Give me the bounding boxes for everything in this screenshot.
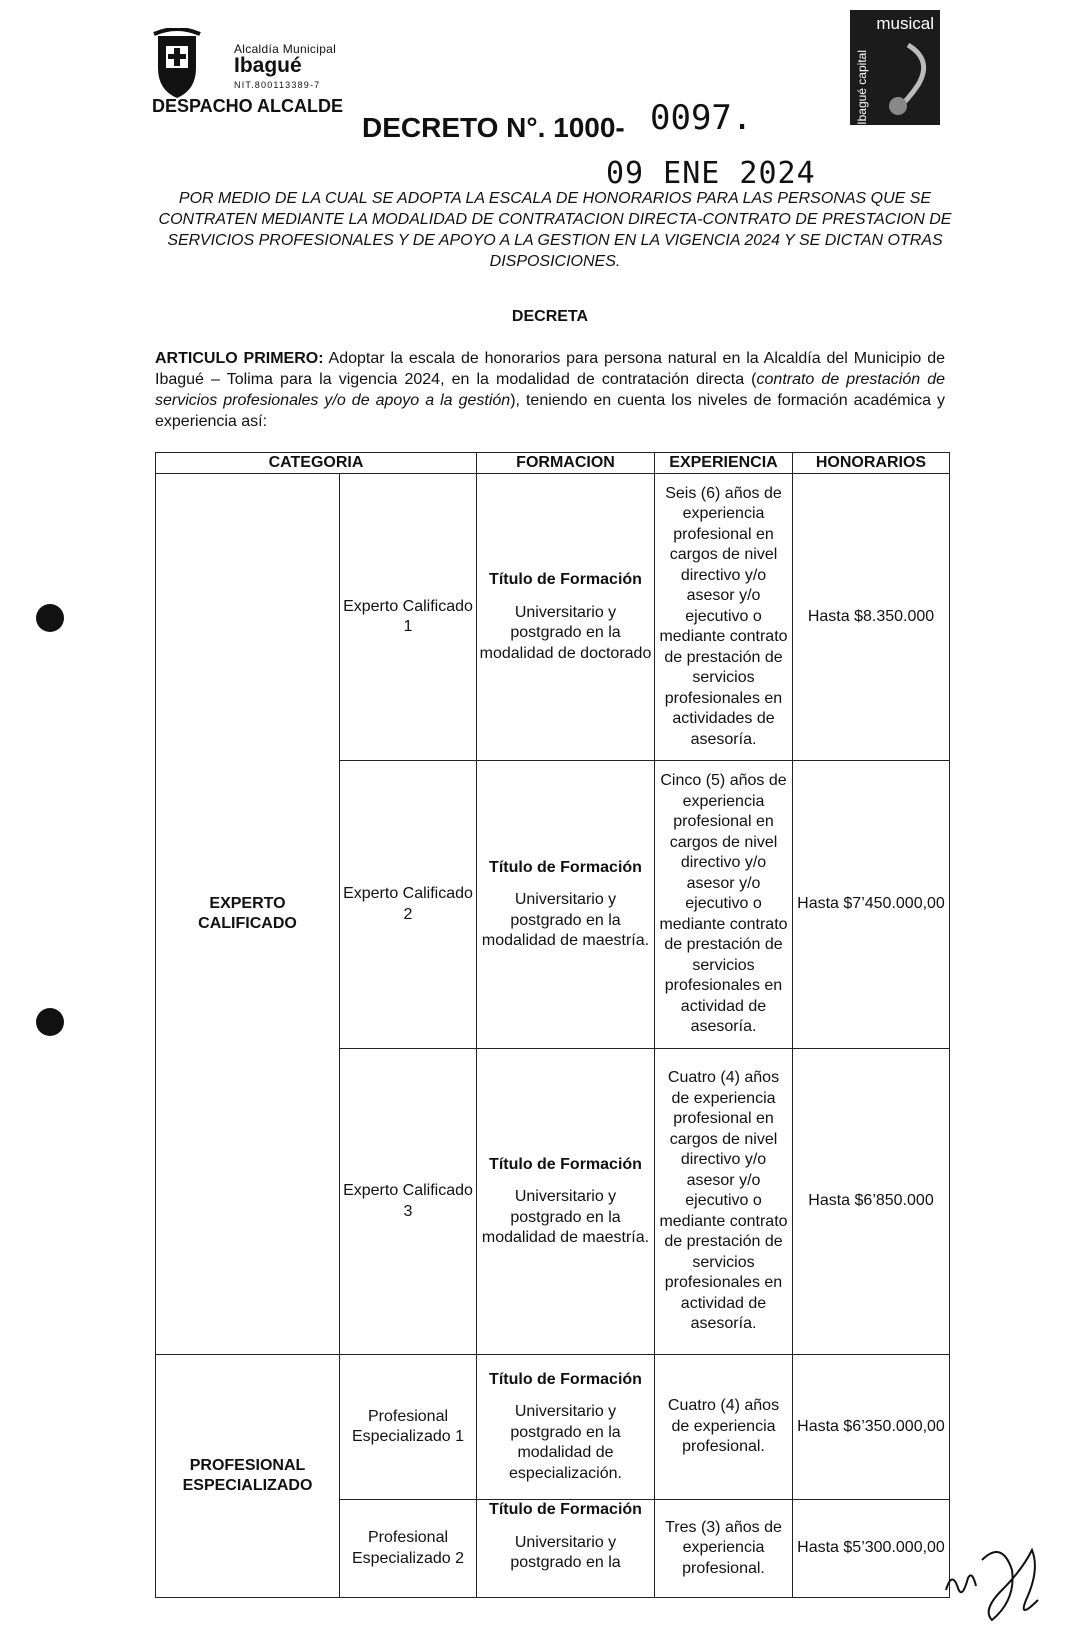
fee-cell: Hasta $6’850.000 (793, 1049, 950, 1355)
table-header-row (156, 453, 950, 474)
table-row (156, 474, 950, 761)
nit-number: NIT.800113389-7 (234, 80, 321, 90)
despacho-label: DESPACHO ALCALDE (152, 96, 344, 116)
binder-hole-mark (36, 1008, 64, 1036)
alcaldia-label: Alcaldía Municipal (234, 42, 337, 56)
decree-date: 09 ENE 2024 (606, 156, 816, 191)
decree-number: 0097. (650, 98, 753, 138)
formation-cell: Título de Formación Universitario y postgrado en la (477, 1500, 655, 1598)
article-first: ARTICULO PRIMERO: Adoptar la escala de honorarios para persona natural en la Alcaldía del Municipio de Ibagué – Tolima para la vigencia 2024, en la modalidad de contratación directa (contrato de prestación de servicios profesionales y/o de apoyo a la gestión), teniendo en cuenta los niveles de formación académica y experiencia así: (155, 350, 946, 430)
subcategory: Profesional Especializado 1 (340, 1355, 477, 1500)
fee-cell: Hasta $8.350.000 (793, 474, 950, 761)
musical-capital-logo: musical Ibagué capital (850, 10, 940, 125)
formation-cell: Título de Formación Universitario y postgrado en la modalidad de maestría. (477, 1049, 655, 1355)
header-formacion: FORMACION (477, 453, 655, 474)
decree-label: DECRETO N°. 1000- (362, 112, 625, 143)
subcategory: Profesional Especializado 2 (340, 1500, 477, 1598)
fee-cell: Hasta $5’300.000,00 (793, 1500, 950, 1598)
header-experiencia: EXPERIENCIA (655, 453, 793, 474)
decree-title: POR MEDIO DE LA CUAL SE ADOPTA LA ESCALA DE HONORARIOS PARA LAS PERSONAS QUE SE CONTRATEN MEDIANTE LA MODALIDAD DE CONTRATACION DIRECTA-CONTRATO DE PRESTACION DE SERVICIOS PROFESIONALES Y DE APOYO A LA GESTION EN LA VIGENCIA 2024 Y SE DICTAN OTRAS DISPOSICIONES. (158, 190, 952, 270)
subcategory: Experto Calificado 3 (340, 1049, 477, 1355)
table-row (156, 1355, 950, 1500)
handwritten-signature (942, 1530, 1052, 1630)
experience-cell: Cinco (5) años de experiencia profesional en cargos de nivel directivo y/o asesor y/o ejecutivo o mediante contrato de prestación de servicios profesionales en actividad de asesoría. (655, 761, 793, 1049)
experience-cell: Tres (3) años de experiencia profesional. (655, 1500, 793, 1598)
subcategory: Experto Calificado 1 (340, 474, 477, 761)
fee-scale-table (155, 452, 950, 1598)
formation-cell: Título de Formación Universitario y postgrado en la modalidad de especialización. (477, 1355, 655, 1500)
fee-cell: Hasta $7’450.000,00 (793, 761, 950, 1049)
category-name: PROFESIONAL ESPECIALIZADO (156, 1355, 340, 1598)
city-name: Ibagué (234, 54, 302, 77)
experience-cell: Cuatro (4) años de experiencia profesional. (655, 1355, 793, 1500)
category-name: EXPERTO CALIFICADO (156, 474, 340, 1355)
formation-cell: Título de Formación Universitario y postgrado en la modalidad de maestría. (477, 761, 655, 1049)
experience-cell: Cuatro (4) años de experiencia profesional en cargos de nivel directivo y/o asesor y/o ejecutivo o mediante contrato de prestación de servicios profesionales en actividad de asesoría. (655, 1049, 793, 1355)
binder-hole-mark (36, 604, 64, 632)
formation-cell: Título de Formación Universitario y postgrado en la modalidad de doctorado (477, 474, 655, 761)
fee-cell: Hasta $6’350.000,00 (793, 1355, 950, 1500)
header-honorarios: HONORARIOS (793, 453, 950, 474)
decreta-heading: DECRETA (511, 308, 589, 325)
header-categoria: CATEGORIA (156, 453, 477, 474)
music-note-icon (878, 40, 936, 120)
article-label: ARTICULO PRIMERO: (155, 350, 324, 367)
experience-cell: Seis (6) años de experiencia profesional en cargos de nivel directivo y/o asesor y/o ejecutivo o mediante contrato de prestación de servicios profesionales en actividades de asesoría. (655, 474, 793, 761)
subcategory: Experto Calificado 2 (340, 761, 477, 1049)
city-coat-of-arms-logo (152, 28, 202, 100)
